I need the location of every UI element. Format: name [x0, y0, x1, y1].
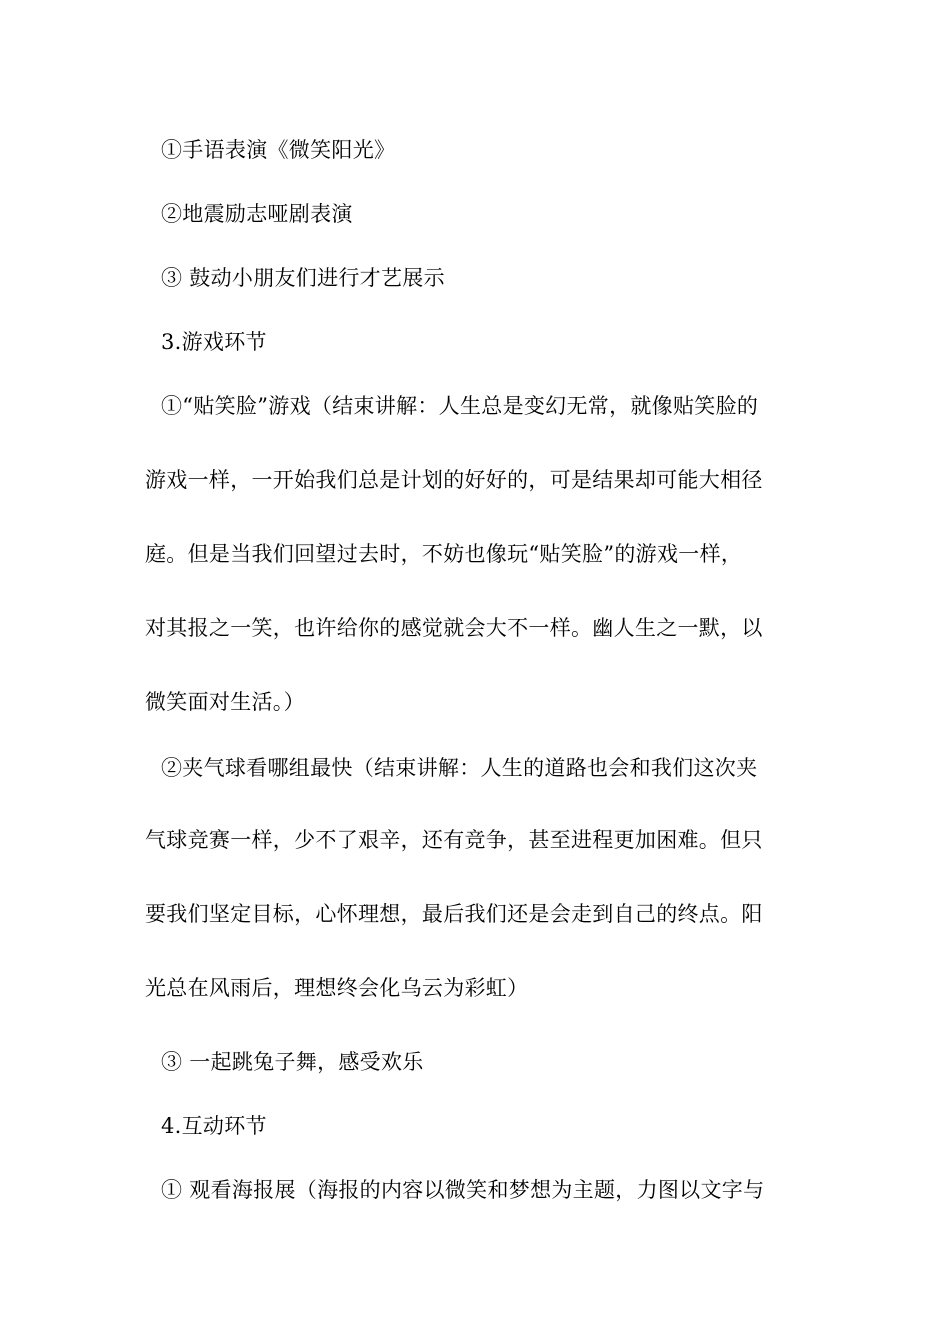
- list-item-sign-language: ①手语表演《微笑阳光》: [161, 138, 396, 162]
- paragraph-line-1: ①“贴笑脸”游戏（结束讲解：人生总是变幻无常，就像贴笑脸的: [161, 394, 759, 418]
- paragraph-line-5: 微笑面对生活。）: [145, 690, 305, 714]
- paragraph-line-8: 要我们坚定目标，心怀理想，最后我们还是会走到自己的终点。阳: [145, 902, 763, 926]
- paragraph-line-7: 气球竞赛一样，少不了艰辛，还有竞争，甚至进程更加困难。但只: [145, 828, 763, 852]
- paragraph-line-9: 光总在风雨后，理想终会化乌云为彩虹）: [145, 976, 529, 1000]
- paragraph-line-3: 庭。但是当我们回望过去时，不妨也像玩“贴笑脸”的游戏一样，: [145, 542, 743, 566]
- list-item-talent-show: ③ 鼓动小朋友们进行才艺展示: [161, 266, 445, 290]
- list-item-bunny-dance: ③ 一起跳兔子舞，感受欢乐: [161, 1050, 424, 1074]
- section-heading-games: 3.游戏环节: [161, 330, 267, 354]
- paragraph-line-2: 游戏一样，一开始我们总是计划的好好的，可是结果却可能大相径: [145, 468, 763, 492]
- paragraph-line-6: ②夹气球看哪组最快（结束讲解：人生的道路也会和我们这次夹: [161, 756, 758, 780]
- list-item-poster-exhibit: ① 观看海报展（海报的内容以微笑和梦想为主题，力图以文字与: [161, 1178, 765, 1202]
- list-item-mime-show: ②地震励志哑剧表演: [161, 202, 353, 226]
- paragraph-line-4: 对其报之一笑，也许给你的感觉就会大不一样。幽人生之一默，以: [145, 616, 763, 640]
- section-heading-interaction: 4.互动环节: [161, 1114, 267, 1138]
